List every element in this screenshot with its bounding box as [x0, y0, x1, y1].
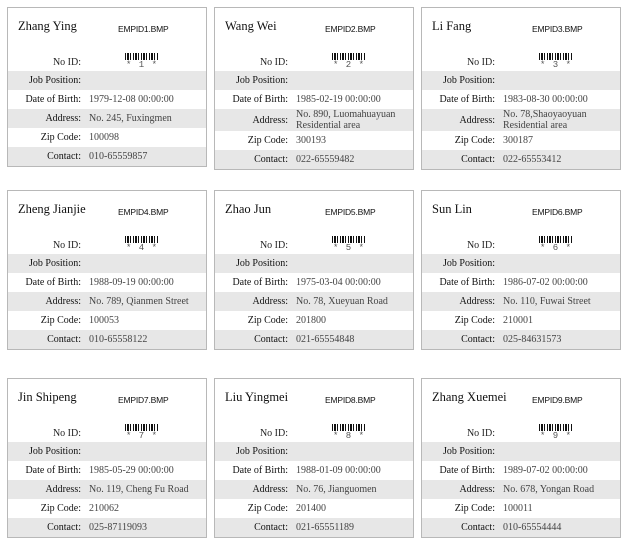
dob-label: Date of Birth: [439, 465, 495, 476]
contact-value: 022-65553412 [503, 154, 562, 165]
no-id-label: No ID: [259, 57, 288, 68]
contact-value: 010-65558122 [89, 334, 148, 345]
contact-value: 025-87119093 [89, 522, 147, 533]
photo-filename: EMPID5.BMP [325, 207, 376, 217]
job-position-label: Job Position: [443, 446, 495, 457]
zip-label: Zip Code: [40, 503, 81, 514]
dob-value: 1989-07-02 00:00:00 [503, 465, 588, 476]
employee-card [214, 7, 414, 170]
employee-card [421, 190, 621, 350]
zip-value: 100053 [89, 315, 119, 326]
employee-name: Sun Lin [432, 202, 472, 216]
photo-filename: EMPID8.BMP [325, 395, 376, 405]
job-position-row [8, 442, 206, 461]
dob-value: 1988-09-19 00:00:00 [89, 277, 174, 288]
job-position-label: Job Position: [236, 75, 288, 86]
contact-label: Contact: [47, 522, 81, 533]
dob-value: 1986-07-02 00:00:00 [503, 277, 588, 288]
photo-filename: EMPID1.BMP [118, 24, 169, 34]
zip-row [215, 499, 413, 518]
zip-label: Zip Code: [454, 315, 495, 326]
dob-value: 1975-03-04 00:00:00 [296, 277, 381, 288]
dob-row [8, 90, 206, 109]
no-id-label: No ID: [259, 428, 288, 439]
id-barcode [332, 53, 366, 70]
employee-card [214, 190, 414, 350]
employee-name: Zhao Jun [225, 202, 272, 216]
dob-label: Date of Birth: [25, 465, 81, 476]
no-id-row [215, 52, 413, 71]
zip-value: 210062 [89, 503, 119, 514]
contact-row [215, 150, 413, 169]
address-value: No. 678, Yongan Road [503, 484, 595, 495]
employee-name: Liu Yingmei [225, 390, 289, 404]
address-label: Address: [45, 296, 81, 307]
id-barcode [125, 424, 159, 441]
card-header [215, 8, 413, 52]
dob-row [422, 273, 620, 292]
dob-row [422, 90, 620, 109]
employee-card [214, 378, 414, 538]
contact-value: 010-65554444 [503, 522, 562, 533]
contact-row [215, 518, 413, 537]
card-header [422, 8, 620, 52]
barcode-bars [332, 236, 366, 243]
address-label: Address: [45, 113, 81, 124]
dob-label: Date of Birth: [232, 94, 288, 105]
address-row [215, 480, 413, 499]
dob-value: 1985-05-29 00:00:00 [89, 465, 174, 476]
card-header [8, 379, 206, 423]
barcode-bars [125, 424, 159, 431]
id-barcode [332, 236, 366, 253]
address-row [422, 480, 620, 499]
job-position-row [422, 71, 620, 90]
dob-value: 1983-08-30 00:00:00 [503, 94, 588, 105]
zip-row [215, 311, 413, 330]
id-barcode [539, 53, 573, 70]
contact-row [8, 330, 206, 349]
dob-row [8, 461, 206, 480]
barcode-bars [539, 53, 573, 60]
contact-row [8, 147, 206, 166]
zip-label: Zip Code: [247, 503, 288, 514]
job-position-row [422, 254, 620, 273]
contact-label: Contact: [461, 334, 495, 345]
zip-label: Zip Code: [454, 503, 495, 514]
contact-row [215, 330, 413, 349]
employee-name: Li Fang [432, 19, 472, 33]
contact-value: 025-84631573 [503, 334, 562, 345]
contact-value: 021-65551189 [296, 522, 354, 533]
zip-value: 100098 [89, 132, 119, 143]
id-barcode [539, 236, 573, 253]
address-label: Address: [45, 484, 81, 495]
job-position-label: Job Position: [29, 446, 81, 457]
contact-value: 021-65554848 [296, 334, 355, 345]
no-id-label: No ID: [466, 428, 495, 439]
no-id-row [8, 52, 206, 71]
contact-value: 022-65559482 [296, 154, 355, 165]
employee-card [421, 378, 621, 538]
barcode-text: * 9 * [539, 431, 572, 441]
job-position-label: Job Position: [29, 258, 81, 269]
no-id-row [8, 235, 206, 254]
address-label: Address: [459, 296, 495, 307]
zip-value: 300193 [296, 135, 326, 146]
address-value: No. 76, Jianguomen [296, 484, 377, 495]
dob-label: Date of Birth: [25, 277, 81, 288]
no-id-label: No ID: [52, 57, 81, 68]
address-value: No. 110, Fuwai Street [503, 296, 591, 307]
job-position-label: Job Position: [443, 258, 495, 269]
address-row [8, 109, 206, 128]
card-header [422, 191, 620, 235]
photo-filename: EMPID6.BMP [532, 207, 583, 217]
address-label: Address: [459, 114, 495, 126]
photo-filename: EMPID2.BMP [325, 24, 376, 34]
dob-value: 1988-01-09 00:00:00 [296, 465, 381, 476]
zip-row [8, 499, 206, 518]
address-row [422, 109, 620, 131]
dob-row [215, 90, 413, 109]
no-id-row [422, 235, 620, 254]
address-label: Address: [252, 484, 288, 495]
card-header [215, 191, 413, 235]
zip-label: Zip Code: [454, 135, 495, 146]
no-id-row [422, 52, 620, 71]
job-position-row [422, 442, 620, 461]
barcode-text: * 8 * [332, 431, 365, 441]
address-label: Address: [252, 114, 288, 126]
barcode-text: * 7 * [125, 431, 158, 441]
contact-row [422, 150, 620, 169]
no-id-label: No ID: [52, 240, 81, 251]
dob-label: Date of Birth: [25, 94, 81, 105]
job-position-label: Job Position: [443, 75, 495, 86]
dob-label: Date of Birth: [232, 465, 288, 476]
employee-name: Zheng Jianjie [18, 202, 86, 216]
zip-row [215, 131, 413, 150]
address-value: No. 245, Fuxingmen [89, 113, 172, 124]
address-row [215, 109, 413, 131]
contact-row [8, 518, 206, 537]
employee-card [7, 378, 207, 538]
employee-card [7, 190, 207, 350]
no-id-label: No ID: [52, 428, 81, 439]
barcode-bars [539, 236, 573, 243]
contact-row [422, 518, 620, 537]
contact-label: Contact: [254, 334, 288, 345]
dob-row [422, 461, 620, 480]
zip-row [422, 131, 620, 150]
barcode-bars [539, 424, 573, 431]
zip-value: 100011 [503, 503, 533, 514]
barcode-text: * 4 * [125, 243, 158, 253]
zip-row [8, 311, 206, 330]
zip-label: Zip Code: [40, 315, 81, 326]
barcode-text: * 5 * [332, 243, 365, 253]
zip-label: Zip Code: [247, 315, 288, 326]
address-label: Address: [459, 484, 495, 495]
contact-label: Contact: [254, 154, 288, 165]
job-position-label: Job Position: [236, 446, 288, 457]
contact-label: Contact: [47, 151, 81, 162]
contact-value: 010-65559857 [89, 151, 148, 162]
zip-value: 201800 [296, 315, 326, 326]
card-header [8, 191, 206, 235]
id-barcode [125, 236, 159, 253]
contact-row [422, 330, 620, 349]
no-id-row [422, 423, 620, 442]
zip-value: 210001 [503, 315, 533, 326]
id-barcode [539, 424, 573, 441]
job-position-row [8, 71, 206, 90]
contact-label: Contact: [461, 522, 495, 533]
dob-row [8, 273, 206, 292]
barcode-bars [125, 53, 159, 60]
address-value: No. 890, Luomahuayuan Residential area [296, 109, 396, 131]
card-header [215, 379, 413, 423]
job-position-row [215, 254, 413, 273]
dob-label: Date of Birth: [439, 277, 495, 288]
address-row [8, 480, 206, 499]
employee-name: Wang Wei [225, 19, 277, 33]
employee-name: Zhang Ying [18, 19, 77, 33]
dob-label: Date of Birth: [232, 277, 288, 288]
contact-label: Contact: [47, 334, 81, 345]
no-id-label: No ID: [466, 240, 495, 251]
barcode-text: * 1 * [125, 60, 158, 70]
address-value: No. 78, Xueyuan Road [296, 296, 388, 307]
photo-filename: EMPID7.BMP [118, 395, 169, 405]
zip-row [422, 311, 620, 330]
dob-row [215, 461, 413, 480]
employee-name: Jin Shipeng [18, 390, 77, 404]
no-id-label: No ID: [259, 240, 288, 251]
no-id-label: No ID: [466, 57, 495, 68]
photo-filename: EMPID4.BMP [118, 207, 169, 217]
no-id-row [215, 423, 413, 442]
no-id-row [8, 423, 206, 442]
zip-value: 300187 [503, 135, 533, 146]
barcode-text: * 2 * [332, 60, 365, 70]
job-position-label: Job Position: [29, 75, 81, 86]
barcode-bars [332, 53, 366, 60]
dob-row [215, 273, 413, 292]
barcode-text: * 3 * [539, 60, 572, 70]
employee-card [421, 7, 621, 170]
address-value: No. 789, Qianmen Street [89, 296, 189, 307]
zip-row [8, 128, 206, 147]
job-position-row [215, 71, 413, 90]
employee-name: Zhang Xuemei [432, 390, 507, 404]
id-barcode [332, 424, 366, 441]
address-value: No. 78,Shaoyaoyuan Residential area [503, 109, 587, 131]
job-position-row [8, 254, 206, 273]
barcode-bars [332, 424, 366, 431]
job-position-label: Job Position: [236, 258, 288, 269]
address-row [422, 292, 620, 311]
dob-value: 1985-02-19 00:00:00 [296, 94, 381, 105]
card-header [8, 8, 206, 52]
zip-label: Zip Code: [40, 132, 81, 143]
contact-label: Contact: [254, 522, 288, 533]
address-label: Address: [252, 296, 288, 307]
photo-filename: EMPID9.BMP [532, 395, 583, 405]
id-barcode [125, 53, 159, 70]
photo-filename: EMPID3.BMP [532, 24, 583, 34]
no-id-row [215, 235, 413, 254]
job-position-row [215, 442, 413, 461]
card-header [422, 379, 620, 423]
dob-label: Date of Birth: [439, 94, 495, 105]
address-value: No. 119, Cheng Fu Road [89, 484, 189, 495]
zip-row [422, 499, 620, 518]
dob-value: 1979-12-08 00:00:00 [89, 94, 174, 105]
address-row [215, 292, 413, 311]
zip-label: Zip Code: [247, 135, 288, 146]
contact-label: Contact: [461, 154, 495, 165]
address-row [8, 292, 206, 311]
barcode-bars [125, 236, 159, 243]
employee-card [7, 7, 207, 167]
barcode-text: * 6 * [539, 243, 572, 253]
zip-value: 201400 [296, 503, 326, 514]
